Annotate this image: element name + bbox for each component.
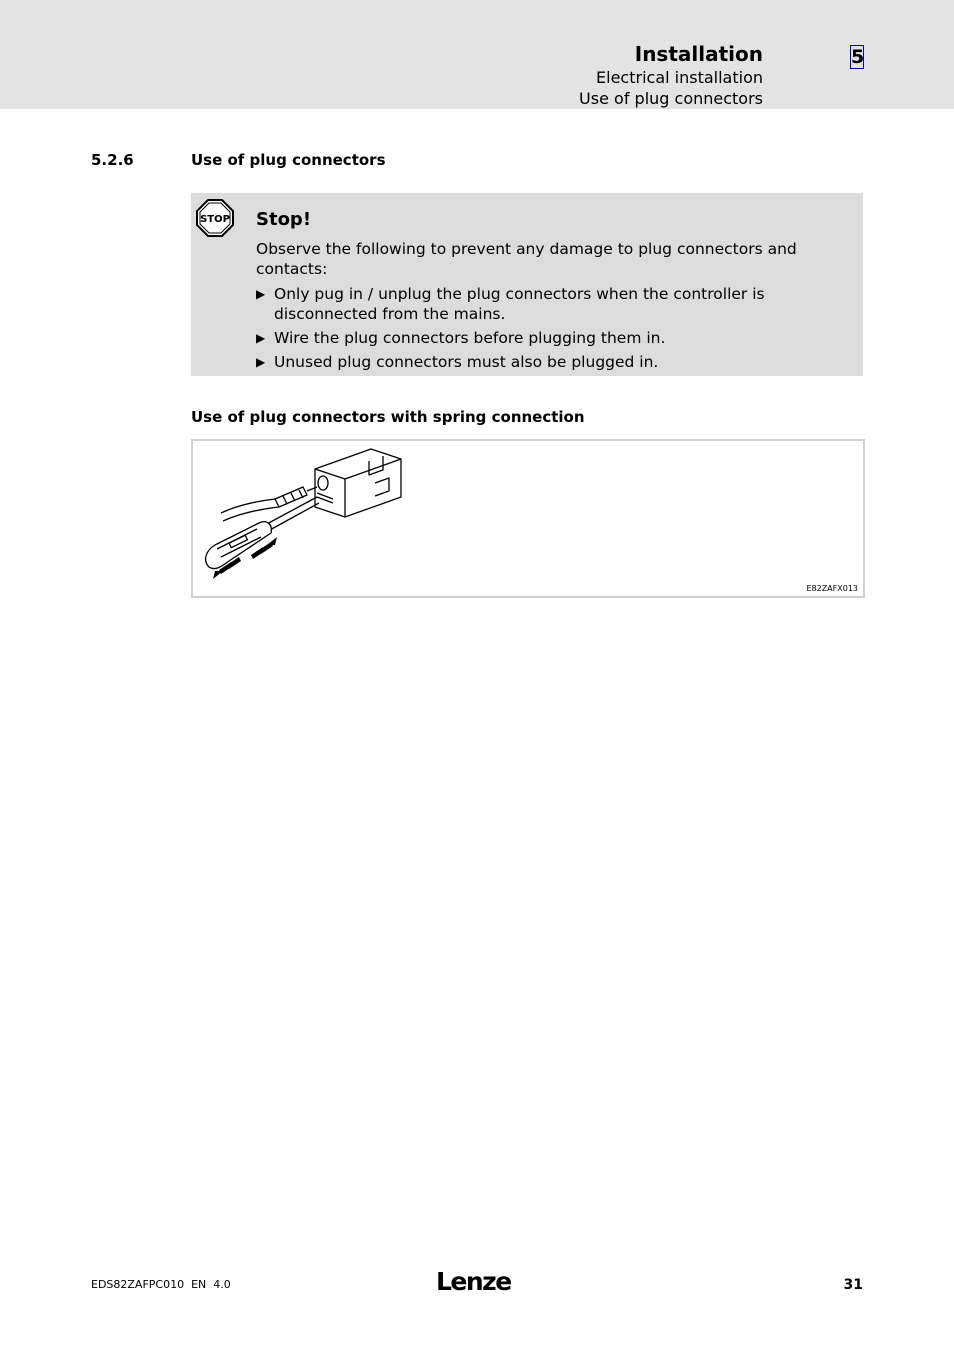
section-title: Use of plug connectors [191,151,386,169]
list-item [256,284,816,324]
header-title: Installation [634,42,763,66]
bullet-text: Only pug in / unplug the plug connectors when the controller is disconnected from the mains. [274,285,765,323]
logo-text: Lenze [436,1267,511,1296]
bullet-arrow-icon: ▶ [256,355,266,369]
list-item [256,328,816,348]
section-number: 5.2.6 [91,151,134,169]
stop-icon-text: STOP [200,214,230,225]
list-item [256,352,816,372]
footer-document-id: EDS82ZAFPC010 EN 4.0 [91,1278,231,1291]
bullet-arrow-icon: ▶ [256,331,266,345]
header-subtitle-section: Use of plug connectors [579,89,763,108]
header-subtitle-chapter: Electrical installation [596,68,763,87]
figure-frame [191,439,865,598]
stop-intro: Observe the following to prevent any damage to plug connectors and contacts: [256,240,797,278]
screwdriver-plug-illustration [193,441,863,596]
bullet-text: Unused plug connectors must also be plugged in. [274,353,659,371]
figure-code: E82ZAFX013 [806,584,858,593]
subsection-title: Use of plug connectors with spring connection [191,408,585,426]
lenze-logo [436,1266,516,1296]
stop-notice [191,193,863,376]
stop-sign-icon [196,199,234,237]
page-number: 31 [843,1277,863,1293]
bullet-text: Wire the plug connectors before plugging them in. [274,329,666,347]
chapter-badge[interactable]: 5 [851,46,865,68]
stop-bullet-list [256,284,816,376]
bullet-arrow-icon: ▶ [256,287,266,301]
stop-heading: Stop! [256,209,312,230]
header-band [0,0,954,109]
